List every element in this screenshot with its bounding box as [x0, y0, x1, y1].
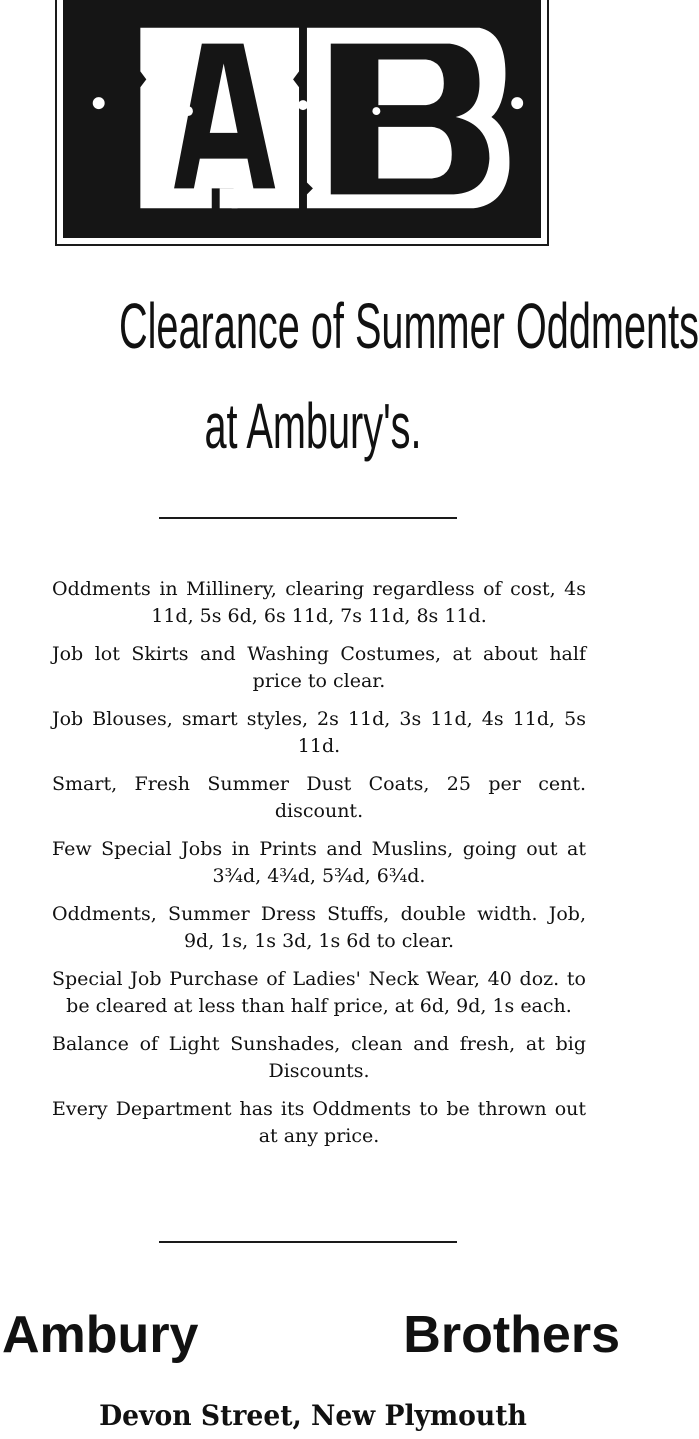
oddments-list: [52, 576, 586, 1161]
ab-logo-graphic: [63, 0, 541, 238]
list-item: Oddments in Millinery, clearing regardless of cost, 4s 11d, 5s 6d, 6s 11d, 7s 11d, 8s 11d.: [52, 578, 586, 627]
list-item: Oddments, Summer Dress Stuffs, double width. Job, 9d, 1s, 1s 3d, 1s 6d to clear.: [52, 903, 586, 952]
store-address: Devon Street, New Plymouth: [99, 1399, 527, 1432]
headline-line-1: Clearance of Summer Oddments: [118, 290, 699, 362]
firm-name-word-1: Ambury: [2, 1306, 199, 1364]
divider-bottom: [159, 1241, 457, 1243]
firm-name: [0, 1300, 626, 1370]
headline-line-2: at Ambury's.: [204, 390, 422, 462]
list-item: Few Special Jobs in Prints and Muslins, going out at 3¾d, 4¾d, 5¾d, 6¾d.: [52, 838, 586, 887]
list-item: Job lot Skirts and Washing Costumes, at about half price to clear.: [52, 643, 586, 692]
divider-top: [159, 517, 457, 519]
list-item: Special Job Purchase of Ladies' Neck Wear, 40 doz. to be cleared at less than half price, at 6d, 9d, 1s each.: [52, 968, 586, 1017]
list-item: Smart, Fresh Summer Dust Coats, 25 per cent. discount.: [52, 773, 586, 822]
list-item: Every Department has its Oddments to be thrown out at any price.: [52, 1098, 586, 1147]
firm-name-word-2: Brothers: [403, 1306, 620, 1364]
list-item: Job Blouses, smart styles, 2s 11d, 3s 11d, 4s 11d, 5s 11d.: [52, 708, 586, 757]
list-item: Balance of Light Sunshades, clean and fresh, at big Discounts.: [52, 1033, 586, 1082]
logo-frame: [55, 0, 549, 246]
ab-logo: [63, 0, 541, 238]
